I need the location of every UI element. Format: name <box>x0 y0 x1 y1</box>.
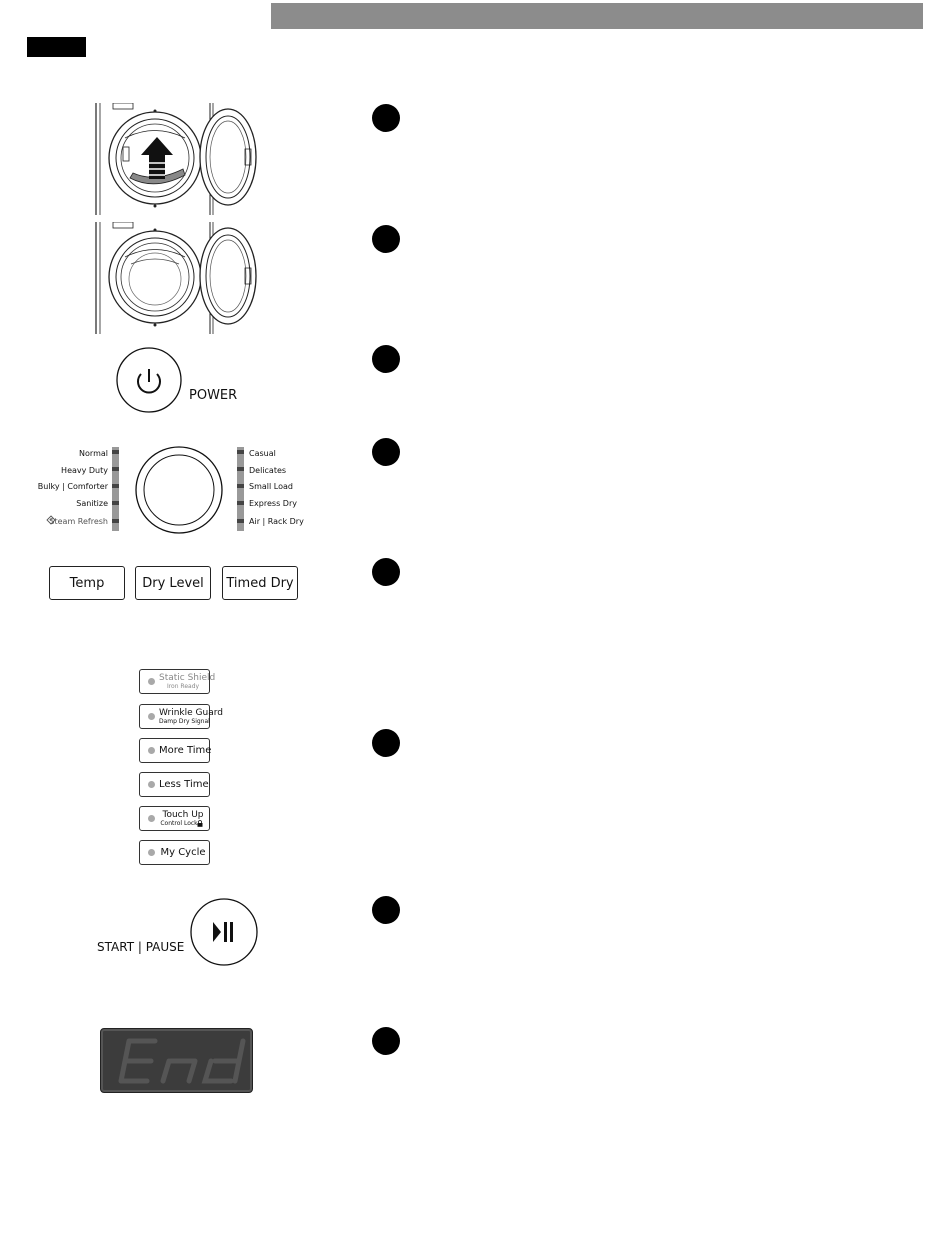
my-cycle-led <box>148 849 155 856</box>
less-time-led <box>148 781 155 788</box>
steam-icon <box>46 515 56 525</box>
cycle-label-air-rack-dry: Air | Rack Dry <box>249 517 304 526</box>
step-marker-3 <box>372 345 400 373</box>
cycle-label-small-load: Small Load <box>249 482 293 491</box>
cycle-labels-right <box>249 445 339 531</box>
power-button[interactable] <box>115 343 185 415</box>
step-marker-4 <box>372 438 400 466</box>
dryer-lint-filter-illustration <box>95 103 265 215</box>
more-time-led <box>148 747 155 754</box>
timed-dry-button[interactable]: Timed Dry <box>222 566 298 600</box>
step-marker-7 <box>372 896 400 924</box>
wrinkle-guard-button[interactable] <box>139 704 223 729</box>
my-cycle-button[interactable] <box>139 840 210 865</box>
start-pause-button[interactable] <box>188 895 260 969</box>
my-cycle-label: My Cycle <box>160 847 206 858</box>
touch-up-label: Touch Up <box>162 810 204 820</box>
cycle-label-express-dry: Express Dry <box>249 499 297 508</box>
cycle-label-sanitize: Sanitize <box>76 499 108 508</box>
cycle-label-steam-refresh: Steam Refresh <box>49 517 108 526</box>
touch-up-sublabel: Control Lock <box>160 820 198 827</box>
cycle-indicator-right <box>237 447 244 531</box>
more-time-label: More Time <box>159 745 212 756</box>
static-shield-led <box>148 678 155 685</box>
less-time-button[interactable] <box>139 772 210 797</box>
power-label: POWER <box>189 388 238 403</box>
step-marker-6 <box>372 729 400 757</box>
cycle-labels-left <box>20 445 108 531</box>
display-end-readout <box>101 1029 252 1092</box>
wrinkle-guard-label: Wrinkle Guard <box>159 708 223 718</box>
static-shield-label: Static Shield <box>159 673 216 683</box>
section-tab <box>27 37 86 57</box>
static-shield-button[interactable] <box>139 669 216 694</box>
cycle-indicator-left <box>112 447 119 531</box>
cycle-label-delicates: Delicates <box>249 466 287 475</box>
touch-up-button[interactable] <box>139 806 210 831</box>
cycle-dial[interactable] <box>110 443 248 535</box>
more-time-button[interactable] <box>139 738 210 763</box>
step-marker-2 <box>372 225 400 253</box>
start-pause-label: START | PAUSE <box>97 940 185 954</box>
lock-icon <box>197 820 203 827</box>
static-shield-sublabel: Iron Ready <box>166 683 200 690</box>
cycle-label-normal: Normal <box>79 449 108 458</box>
wrinkle-guard-led <box>148 713 155 720</box>
step-marker-1 <box>372 104 400 132</box>
header-bar <box>271 3 923 29</box>
touch-up-led <box>148 815 155 822</box>
cycle-label-casual: Casual <box>249 449 276 458</box>
wrinkle-guard-sublabel: Damp Dry Signal <box>159 718 210 725</box>
cycle-label-heavy-duty: Heavy Duty <box>61 466 108 475</box>
dryer-drum-illustration <box>95 222 265 334</box>
step-marker-8 <box>372 1027 400 1055</box>
status-display <box>100 1028 253 1093</box>
less-time-label: Less Time <box>159 779 209 790</box>
cycle-label-bulky-comforter: Bulky | Comforter <box>37 482 108 491</box>
dry-level-button[interactable]: Dry Level <box>135 566 211 600</box>
step-marker-5 <box>372 558 400 586</box>
temp-button[interactable]: Temp <box>49 566 125 600</box>
